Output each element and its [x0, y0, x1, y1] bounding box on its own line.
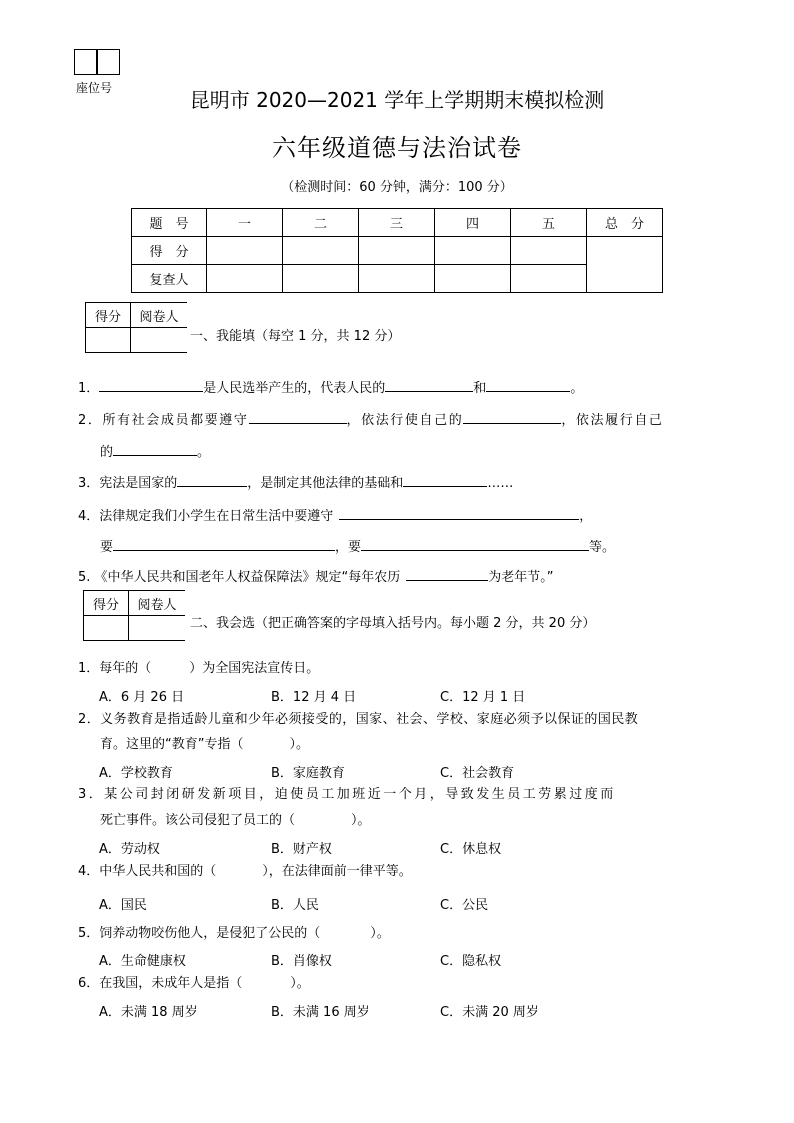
question-number: 6． [78, 976, 100, 991]
question-text: 中华人民共和国的（ [99, 864, 217, 879]
score-row-label: 复查人 [132, 265, 207, 293]
score-cell[interactable] [207, 237, 283, 265]
answer-blank[interactable] [113, 536, 335, 551]
question-text: 饲养动物咬伤他人，是侵犯了公民的（ [99, 926, 321, 941]
question-number: 2． [78, 712, 101, 727]
reviewer-cell[interactable] [207, 265, 283, 293]
seat-number-box[interactable] [74, 49, 120, 75]
grader-score-cell[interactable] [84, 616, 129, 641]
score-table [131, 208, 663, 293]
total-score-cell[interactable] [587, 237, 663, 293]
score-cell[interactable] [511, 237, 587, 265]
grader-box-section2 [83, 590, 185, 641]
reviewer-cell[interactable] [359, 265, 435, 293]
question-number: 1． [78, 661, 100, 676]
question-text: ）。 [351, 813, 371, 828]
question-text: 。 [570, 381, 584, 396]
score-header-cell: 四 [435, 209, 511, 237]
question-text: 为老年节。” [488, 570, 554, 585]
question-text: 是人民选举产生的，代表人民的 [203, 381, 386, 396]
option-c: C．公民 [440, 898, 489, 913]
question-text: 死亡事件。该公司侵犯了员工的（ [100, 813, 296, 828]
option-c: C．休息权 [440, 842, 502, 857]
question-text: ， [579, 509, 593, 524]
question-text: 宪法是国家的 [99, 476, 178, 491]
question-text: 和 [473, 381, 487, 396]
grader-box-section1 [85, 302, 187, 353]
choice-question-2-cont [100, 736, 309, 754]
question-text: ）。 [289, 737, 309, 752]
question-text: ），在法律面前一律平等。 [262, 864, 412, 879]
answer-blank[interactable] [249, 409, 347, 424]
section2-title: 二、我会选（把正确答案的字母填入括号内。每小题 2 分，共 20 分） [190, 616, 596, 631]
option-c: C．12 月 1 日 [440, 690, 526, 705]
question-text: …… [487, 476, 514, 491]
choice-question-6 [78, 975, 310, 993]
grader-name-cell[interactable] [129, 616, 186, 641]
question-text: ，是制定其他法律的基础和 [247, 476, 404, 491]
option-a: A．国民 [99, 898, 147, 913]
answer-blank[interactable] [113, 441, 197, 456]
choice-question-3 [78, 786, 616, 804]
option-b: B．人民 [271, 898, 319, 913]
choice-question-4 [78, 863, 412, 881]
section1-title: 一、我能填（每空 1 分，共 12 分） [190, 329, 401, 344]
seat-number-label: 座位号 [76, 81, 113, 95]
score-header-cell: 题 号 [132, 209, 207, 237]
choice-question-5 [78, 925, 390, 943]
grader-name-label: 阅卷人 [129, 591, 186, 616]
grader-score-cell[interactable] [86, 328, 131, 353]
option-c: C．社会教育 [440, 766, 515, 781]
reviewer-cell[interactable] [283, 265, 359, 293]
fill-question-2-cont [100, 441, 210, 462]
answer-blank[interactable] [361, 536, 589, 551]
question-text: 的 [100, 445, 114, 460]
option-b: B．12 月 4 日 [271, 690, 357, 705]
option-b: B．家庭教育 [271, 766, 345, 781]
exam-title: 昆明市 2020—2021 学年上学期期末模拟检测 [189, 88, 605, 112]
answer-blank[interactable] [486, 377, 570, 392]
option-a: A．学校教育 [99, 766, 173, 781]
option-b: B．财产权 [271, 842, 332, 857]
fill-question-5 [78, 566, 554, 587]
score-header-cell: 总 分 [587, 209, 663, 237]
option-b: B．未满 16 周岁 [271, 1005, 370, 1020]
reviewer-cell[interactable] [435, 265, 511, 293]
question-number: 3． [78, 476, 100, 491]
question-text: 育。这里的“教育”专指（ [100, 737, 244, 752]
answer-blank[interactable] [177, 472, 247, 487]
question-text: 《中华人民共和国老年人权益保障法》规定“每年农历 [94, 570, 401, 585]
answer-blank[interactable] [339, 505, 579, 520]
fill-question-4 [78, 505, 592, 526]
score-row-label: 得 分 [132, 237, 207, 265]
question-number: 5． [78, 926, 100, 941]
choice-question-2 [78, 711, 638, 729]
question-text: 法律规定我们小学生在日常生活中要遵守 [99, 509, 334, 524]
question-text: 每年的（ [99, 661, 152, 676]
fill-question-1 [78, 377, 583, 398]
question-text: 等。 [589, 540, 616, 555]
option-b: B．肖像权 [271, 954, 332, 969]
question-text: 某公司封闭研发新项目，迫使员工加班近一个月，导致发生员工劳累过度而 [104, 787, 616, 802]
question-number: 1． [78, 381, 100, 396]
grader-score-label: 得分 [86, 303, 131, 328]
question-text: ）。 [370, 926, 390, 941]
score-cell[interactable] [283, 237, 359, 265]
score-cell[interactable] [359, 237, 435, 265]
fill-question-4-cont [100, 536, 615, 557]
choice-question-3-cont [100, 812, 371, 830]
question-number: 4． [78, 509, 100, 524]
question-text: 义务教育是指适龄儿童和少年必须接受的，国家、社会、学校、家庭必须予以保证的国民教 [100, 712, 639, 727]
question-text: 要 [100, 540, 114, 555]
answer-blank[interactable] [406, 566, 488, 581]
score-header-cell: 二 [283, 209, 359, 237]
fill-question-2 [78, 409, 664, 430]
question-text: 所有社会成员都要遵守 [102, 413, 249, 428]
exam-info: （检测时间：60 分钟，满分：100 分） [281, 180, 513, 195]
grader-score-label: 得分 [84, 591, 129, 616]
option-a: A．6 月 26 日 [99, 690, 185, 705]
answer-blank[interactable] [385, 377, 473, 392]
question-text: 在我国，未成年人是指（ [99, 976, 243, 991]
exam-subtitle: 六年级道德与法治试卷 [272, 134, 522, 162]
grader-name-cell[interactable] [131, 328, 188, 353]
question-text: ，依法履行自己 [561, 413, 664, 428]
fill-question-3 [78, 472, 513, 493]
question-number: 5. [78, 570, 91, 585]
choice-question-1 [78, 660, 319, 678]
question-text: ，要 [335, 540, 362, 555]
option-c: C．未满 20 周岁 [440, 1005, 539, 1020]
question-text: ，依法行使自己的 [346, 413, 464, 428]
answer-blank[interactable] [463, 409, 561, 424]
score-header-cell: 一 [207, 209, 283, 237]
option-a: A．未满 18 周岁 [99, 1005, 198, 1020]
option-c: C．隐私权 [440, 954, 502, 969]
question-text: ）为全国宪法宣传日。 [189, 661, 320, 676]
answer-blank[interactable] [403, 472, 487, 487]
option-a: A．生命健康权 [99, 954, 186, 969]
question-text: ）。 [290, 976, 310, 991]
question-number: 3． [78, 787, 105, 802]
reviewer-cell[interactable] [511, 265, 587, 293]
grader-name-label: 阅卷人 [131, 303, 188, 328]
score-header-cell: 五 [511, 209, 587, 237]
question-number: 2． [78, 413, 103, 428]
score-header-cell: 三 [359, 209, 435, 237]
question-text: 。 [197, 445, 211, 460]
score-cell[interactable] [435, 237, 511, 265]
question-number: 4． [78, 864, 100, 879]
option-a: A．劳动权 [99, 842, 160, 857]
answer-blank[interactable] [99, 377, 203, 392]
